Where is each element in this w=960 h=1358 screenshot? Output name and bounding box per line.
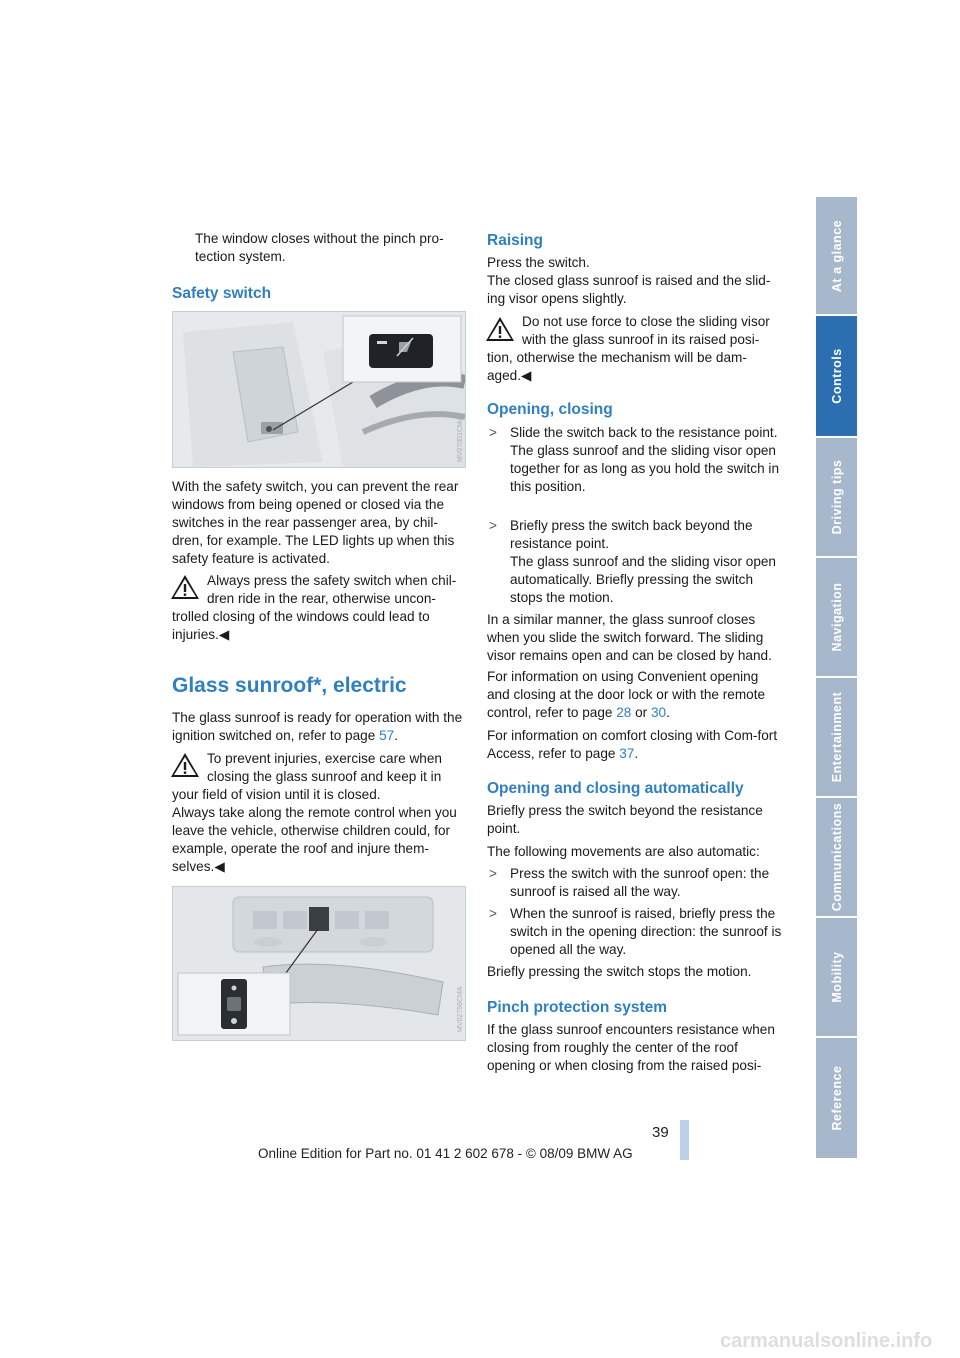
watermark: carmanualsonline.info: [720, 1330, 933, 1352]
similar-manner-text: In a similar manner, the glass sunroof closes when you slide the switch forward. The sliding visor remains open and can be closed by hand.: [487, 612, 772, 663]
tab-label: Driving tips: [829, 459, 844, 535]
sunroof-warning-rest-text: your field of vision until it is closed. Always take along the remote control when you leave the vehicle, otherwise children could, for example, operate the roof and injure them-selves.: [172, 787, 457, 874]
tab-driving-tips[interactable]: [816, 438, 857, 558]
comfort-access-text: [487, 727, 779, 763]
page-link-37[interactable]: 37: [619, 746, 635, 761]
sunroof-warning-rest: [172, 786, 468, 876]
tab-controls[interactable]: [816, 316, 857, 438]
auto-text-3: Briefly pressing the switch stops the motion.: [487, 964, 752, 979]
bullet-marker: >: [489, 866, 497, 881]
tab-label: Navigation: [829, 582, 844, 652]
page-number: 39: [652, 1124, 669, 1141]
raising-text: Press the switch. The closed glass sunroof is raised and the slid-ing visor opens slightly.: [487, 255, 771, 306]
tab-label: Communications: [829, 802, 844, 912]
page-link-57[interactable]: 57: [379, 728, 395, 743]
end-mark: ◀: [218, 627, 230, 642]
tab-at-a-glance[interactable]: [816, 197, 857, 316]
warning-icon: [170, 752, 200, 778]
opening-bullet-2a: Briefly press the switch back beyond the resistance point.: [510, 518, 753, 551]
opening-bullet-2b: The glass sunroof and the sliding visor open automatically. Briefly pressing the switch stops the motion.: [510, 554, 776, 605]
tab-label: Mobility: [829, 951, 844, 1003]
opening-closing-heading: Opening, closing: [487, 401, 613, 418]
safety-warning-rest-text: trolled closing of the windows could lead to injuries.: [172, 609, 430, 642]
warning-icon: [485, 316, 515, 342]
raising-heading: Raising: [487, 232, 543, 249]
tab-label: At a glance: [829, 219, 844, 292]
left-column: [172, 230, 467, 266]
page-link-30[interactable]: 30: [650, 705, 667, 720]
auto-bullet-1: Press the switch with the sunroof open: the sunroof is raised all the way.: [510, 866, 770, 899]
sunroof-switch-figure: [172, 886, 466, 1041]
sunroof-intro-a: The glass sunroof is ready for operation with the ignition switched on, refer to page: [172, 710, 463, 743]
raising-warning-line1: Do not use force to close the sliding visor: [522, 314, 770, 329]
convenient-text: [487, 668, 779, 722]
sunroof-warning-line2: closing the glass sunroof and keep it in: [207, 769, 442, 784]
raising-warning-line2: with the glass sunroof in its raised posi-: [522, 332, 760, 347]
tab-communications[interactable]: [816, 798, 857, 918]
page-link-28[interactable]: 28: [616, 705, 632, 720]
auto-bullet-2: When the sunroof is raised, briefly press the switch in the opening direction: the sunroof is opened all the way.: [510, 906, 782, 957]
bullet-marker: >: [489, 906, 497, 921]
bullet-marker: >: [489, 518, 497, 533]
sunroof-intro-b: .: [394, 728, 398, 743]
tab-entertainment[interactable]: [816, 678, 857, 798]
figure2-code: MV02758CMA: [457, 986, 464, 1032]
edition-line: Online Edition for Part no. 01 41 2 602 678 - © 08/09 BMW AG: [258, 1146, 633, 1161]
opening-bullet-2: [510, 517, 780, 607]
period: .: [666, 705, 670, 720]
safety-warning-line2: dren ride in the rear, otherwise uncon-: [207, 591, 436, 606]
safety-warning-rest: [172, 608, 468, 644]
opening-bullet-1: [510, 424, 780, 496]
raising-warning-rest: [487, 349, 779, 385]
figure1-code: MV07001CMA: [457, 416, 464, 462]
door-panel-illustration: [173, 312, 465, 467]
tab-reference[interactable]: [816, 1038, 857, 1160]
comfort-text-a: For information on comfort closing with Com-fort Access, refer to page: [487, 728, 778, 761]
tab-navigation[interactable]: [816, 558, 857, 678]
convenient-text-a: For information on using Convenient opening and closing at the door lock or with the remote control, refer to page: [487, 669, 766, 720]
auto-heading: Opening and closing automatically: [487, 780, 744, 797]
sunroof-intro-text: [172, 709, 468, 745]
roof-console-illustration: [173, 887, 465, 1040]
bullet-marker: >: [489, 425, 497, 440]
pinch-protection-text: If the glass sunroof encounters resistance when closing from roughly the center of the roof opening or when closing from the raised posi-: [487, 1022, 775, 1073]
safety-switch-heading: Safety switch: [172, 285, 272, 302]
safety-switch-figure: [172, 311, 466, 468]
warning-icon: [170, 574, 200, 600]
safety-switch-text: With the safety switch, you can prevent the rear windows from being opened or closed via the switches in the rear passenger area, by chil-dren, for example. The LED lights up when this safety feature is activated.: [172, 479, 459, 566]
glass-sunroof-heading: Glass sunroof*, electric: [172, 674, 407, 697]
tab-label: Reference: [829, 1065, 844, 1131]
intro-text: The window closes without the pinch pro- tection system.: [195, 231, 444, 264]
tab-mobility[interactable]: [816, 918, 857, 1038]
end-mark: ◀: [214, 859, 225, 874]
opening-bullet-1a: Slide the switch back to the resistance point.: [510, 425, 778, 440]
convenient-or: or: [631, 705, 651, 720]
pinch-protection-heading: Pinch protection system: [487, 999, 668, 1016]
safety-warning-line1: Always press the safety switch when chil-: [207, 573, 457, 588]
opening-bullet-1b: The glass sunroof and the sliding visor open together for as long as you hold the switch in this position.: [510, 443, 780, 494]
end-mark: ◀: [521, 368, 532, 383]
period: .: [634, 746, 639, 761]
auto-text-2: The following movements are also automatic:: [487, 844, 760, 859]
tab-label: Controls: [829, 348, 844, 404]
auto-text-1: Briefly press the switch beyond the resistance point.: [487, 803, 763, 836]
sunroof-warning-line1: To prevent injuries, exercise care when: [207, 751, 442, 766]
page-marker-bar: [680, 1120, 689, 1160]
raising-warning-rest-text: tion, otherwise the mechanism will be dam-aged.: [487, 350, 747, 383]
tab-label: Entertainment: [829, 691, 844, 783]
